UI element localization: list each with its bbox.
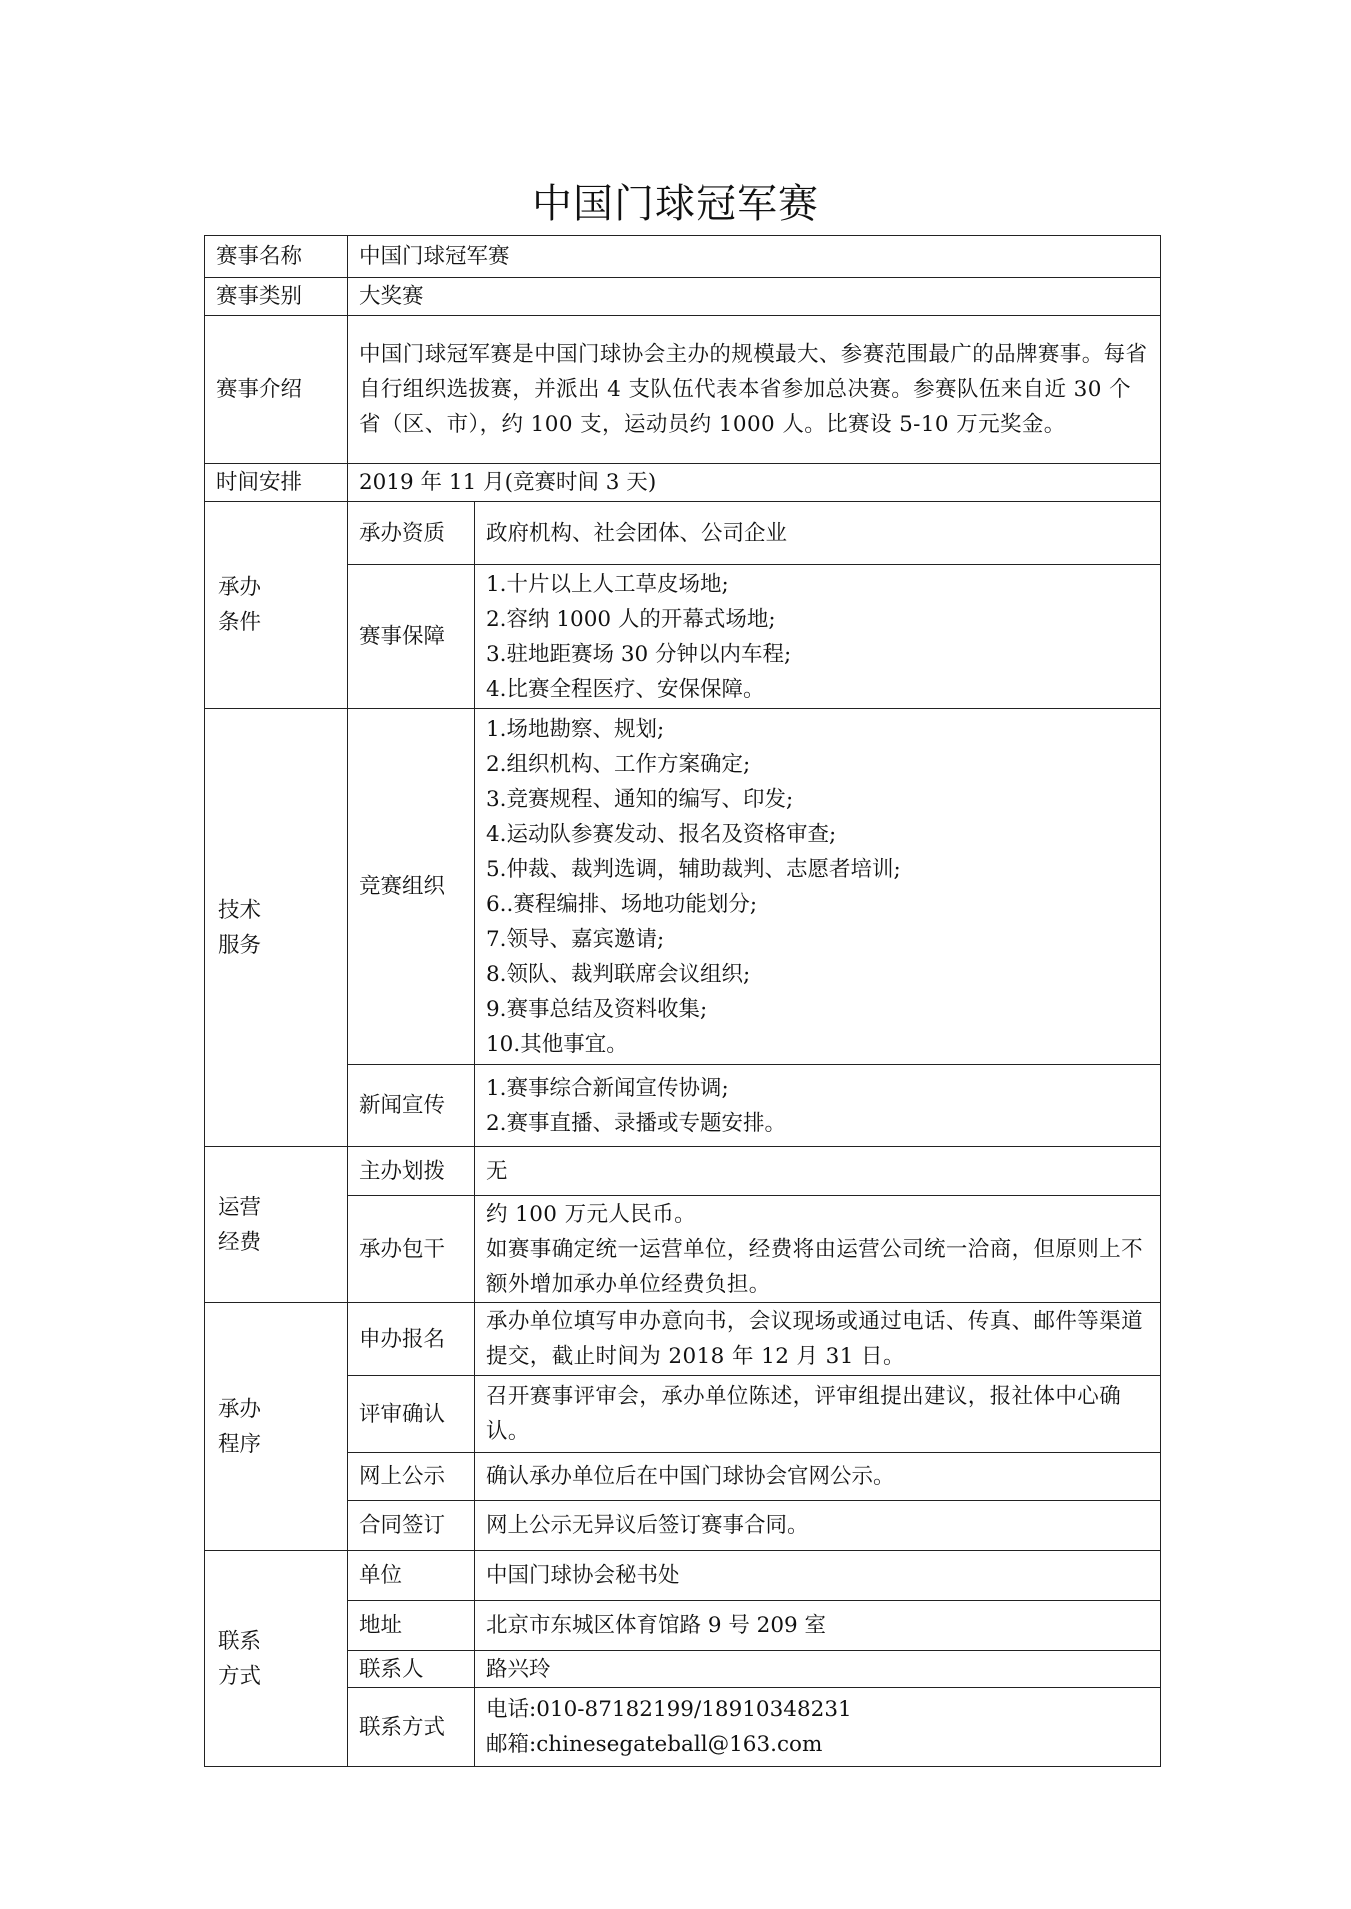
section-label-line: 服务 (218, 932, 262, 958)
value-event-intro: 中国门球冠军赛是中国门球协会主办的规模最大、参赛范围最广的品牌赛事。每省自行组织选拔赛，并派出 4 支队伍代表本省参加总决赛。参赛队伍来自近 30 个省（区、市），约 100 支，运动员约 1000 人。比赛设 5-10 万元奖金。 (348, 316, 1161, 464)
section-label-line: 运营 (218, 1194, 262, 1220)
label-news-publicity: 新闻宣传 (348, 1065, 475, 1147)
list-item: 2.赛事直播、录播或专题安排。 (486, 1110, 787, 1136)
host-contract-line: 约 100 万元人民币。 (486, 1201, 697, 1227)
list-item: 7.领导、嘉宾邀请; (486, 926, 665, 952)
value-unit: 中国门球协会秘书处 (475, 1551, 1161, 1601)
list-item: 4.比赛全程医疗、安保保障。 (486, 676, 765, 702)
list-item: 3.驻地距赛场 30 分钟以内车程; (486, 641, 792, 667)
list-item: 5.仲裁、裁判选调，辅助裁判、志愿者培训; (486, 856, 901, 882)
section-label-line: 方式 (218, 1663, 262, 1689)
contact-email: 邮箱:chinesegateball@163.com (486, 1732, 823, 1757)
label-unit: 单位 (348, 1551, 475, 1601)
label-review: 评审确认 (348, 1376, 475, 1453)
label-application: 申办报名 (348, 1303, 475, 1376)
label-contract-signing: 合同签订 (348, 1501, 475, 1551)
list-item: 3.竞赛规程、通知的编写、印发; (486, 786, 794, 812)
row-host-contract (205, 1196, 1161, 1303)
row-address (205, 1601, 1161, 1651)
section-hosting-procedure (205, 1303, 348, 1551)
section-hosting-conditions (205, 502, 348, 709)
list-item: 2.容纳 1000 人的开幕式场地; (486, 606, 776, 632)
row-contract-signing (205, 1501, 1161, 1551)
section-label-line: 承办 (218, 575, 262, 600)
row-qualification (205, 502, 1161, 565)
value-event-name: 中国门球冠军赛 (348, 236, 1161, 278)
label-event-intro: 赛事介绍 (205, 316, 348, 464)
value-contract-signing: 网上公示无异议后签订赛事合同。 (475, 1501, 1161, 1551)
label-online-publicity: 网上公示 (348, 1453, 475, 1501)
row-event-category (205, 278, 1161, 316)
value-sponsor-allocation: 无 (475, 1147, 1161, 1196)
value-review: 召开赛事评审会，承办单位陈述，评审组提出建议，报社体中心确认。 (475, 1376, 1161, 1453)
row-schedule (205, 464, 1161, 502)
value-online-publicity: 确认承办单位后在中国门球协会官网公示。 (475, 1453, 1161, 1501)
host-contract-line: 如赛事确定统一运营单位，经费将由运营公司统一洽商，但原则上不额外增加承办单位经费负担。 (486, 1236, 1144, 1297)
section-label-line: 条件 (218, 610, 262, 635)
value-event-category: 大奖赛 (348, 278, 1161, 316)
list-item: 8.领队、裁判联席会议组织; (486, 961, 751, 987)
row-review (205, 1376, 1161, 1453)
label-guarantee: 赛事保障 (348, 565, 475, 709)
label-qualification: 承办资质 (348, 502, 475, 565)
row-guarantee (205, 565, 1161, 709)
row-competition-organization (205, 709, 1161, 1065)
section-label-line: 程序 (218, 1431, 262, 1457)
list-item: 1.场地勘察、规划; (486, 716, 665, 742)
list-item: 1.十片以上人工草皮场地; (486, 571, 729, 597)
value-host-contract (475, 1196, 1161, 1303)
row-sponsor-allocation (205, 1147, 1161, 1196)
label-contact-method: 联系方式 (348, 1688, 475, 1767)
row-application (205, 1303, 1161, 1376)
label-host-contract: 承办包干 (348, 1196, 475, 1303)
section-label-line: 承办 (218, 1396, 262, 1422)
row-event-name (205, 236, 1161, 278)
value-contact-person: 路兴玲 (475, 1651, 1161, 1688)
value-application: 承办单位填写申办意向书，会议现场或通过电话、传真、邮件等渠道提交，截止时间为 2018 年 12 月 31 日。 (475, 1303, 1161, 1376)
list-item: 2.组织机构、工作方案确定; (486, 751, 751, 777)
row-event-intro (205, 316, 1161, 464)
value-contact-method (475, 1688, 1161, 1767)
label-schedule: 时间安排 (205, 464, 348, 502)
row-unit (205, 1551, 1161, 1601)
value-news-publicity (475, 1065, 1161, 1147)
label-event-name: 赛事名称 (205, 236, 348, 278)
document-title: 中国门球冠军赛 (532, 181, 819, 227)
list-item: 9.赛事总结及资料收集; (486, 996, 708, 1022)
label-competition-organization: 竞赛组织 (348, 709, 475, 1065)
event-info-table (204, 235, 1161, 1767)
contact-phone: 电话:010-87182199/18910348231 (486, 1697, 852, 1722)
section-technical-services (205, 709, 348, 1147)
section-label-line: 技术 (218, 897, 262, 923)
label-event-category: 赛事类别 (205, 278, 348, 316)
value-qualification: 政府机构、社会团体、公司企业 (475, 502, 1161, 565)
row-online-publicity (205, 1453, 1161, 1501)
value-guarantee (475, 565, 1161, 709)
row-news-publicity (205, 1065, 1161, 1147)
row-contact-method (205, 1688, 1161, 1767)
value-competition-organization (475, 709, 1161, 1065)
list-item: 6..赛程编排、场地功能划分; (486, 891, 758, 917)
label-contact-person: 联系人 (348, 1651, 475, 1688)
section-label-line: 联系 (218, 1628, 262, 1654)
value-schedule: 2019 年 11 月(竞赛时间 3 天) (348, 464, 1161, 502)
list-item: 10.其他事宜。 (486, 1031, 628, 1057)
section-contact (205, 1551, 348, 1767)
section-label-line: 经费 (218, 1229, 262, 1255)
section-operating-funds (205, 1147, 348, 1303)
value-address: 北京市东城区体育馆路 9 号 209 室 (475, 1601, 1161, 1651)
list-item: 1.赛事综合新闻宣传协调; (486, 1075, 729, 1101)
label-address: 地址 (348, 1601, 475, 1651)
row-contact-person (205, 1651, 1161, 1688)
list-item: 4.运动队参赛发动、报名及资格审查; (486, 821, 837, 847)
label-sponsor-allocation: 主办划拨 (348, 1147, 475, 1196)
